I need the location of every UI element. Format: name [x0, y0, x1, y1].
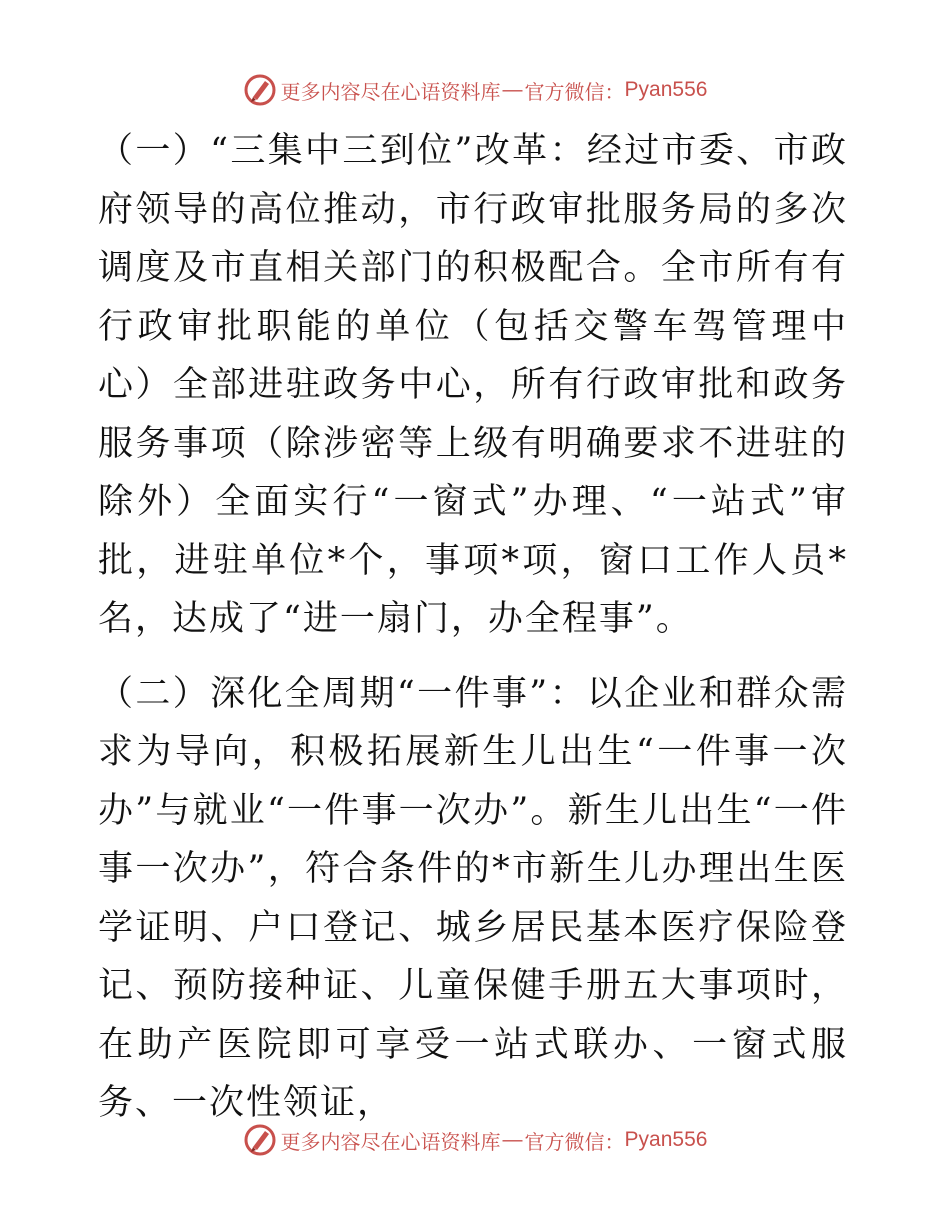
pen-logo-icon — [243, 73, 277, 107]
pen-logo-icon — [243, 1123, 277, 1157]
footer-watermark-banner — [0, 1120, 950, 1160]
banner-dash: — — [502, 78, 523, 101]
paragraph-1: （一）“三集中三到位”改革：经过市委、市政府领导的高位推动，市行政审批服务局的多次调度及市直相关部门的积极配合。全市所有有行政审批职能的单位（包括交警车驾管理中心）全部进驻政务中心，所有行政审批和政务服务事项（除涉密等上级有明确要求不进驻的除外）全面实行“一窗式”办理、“一站式”审批，进驻单位*个，事项*项，窗口工作人员*名，达成了“进一扇门，办全程事”。 — [98, 131, 848, 639]
document-body — [98, 122, 848, 1133]
paragraph-2: （二）深化全周期“一件事”：以企业和群众需求为导向，积极拓展新生儿出生“一件事一次办”与就业“一件事一次办”。新生儿出生“一件事一次办”，符合条件的*市新生儿办理出生医学证明、户口登记、城乡居民基本医疗保险登记、预防接种证、儿童保健手册五大事项时，在助产医院即可享受一站式联办、一窗式服务、一次性领证， — [98, 673, 848, 1123]
banner-account: Pyan556 — [624, 1128, 708, 1151]
banner-account: Pyan556 — [624, 78, 708, 101]
banner-text: 更多内容尽在心语资料库 — [280, 1129, 501, 1154]
banner-wechat-label: 官方微信： — [524, 79, 625, 104]
banner-text: 更多内容尽在心语资料库 — [280, 79, 501, 104]
banner-dash: — — [502, 1128, 523, 1151]
header-watermark-banner — [0, 70, 950, 110]
banner-wechat-label: 官方微信： — [524, 1129, 625, 1154]
